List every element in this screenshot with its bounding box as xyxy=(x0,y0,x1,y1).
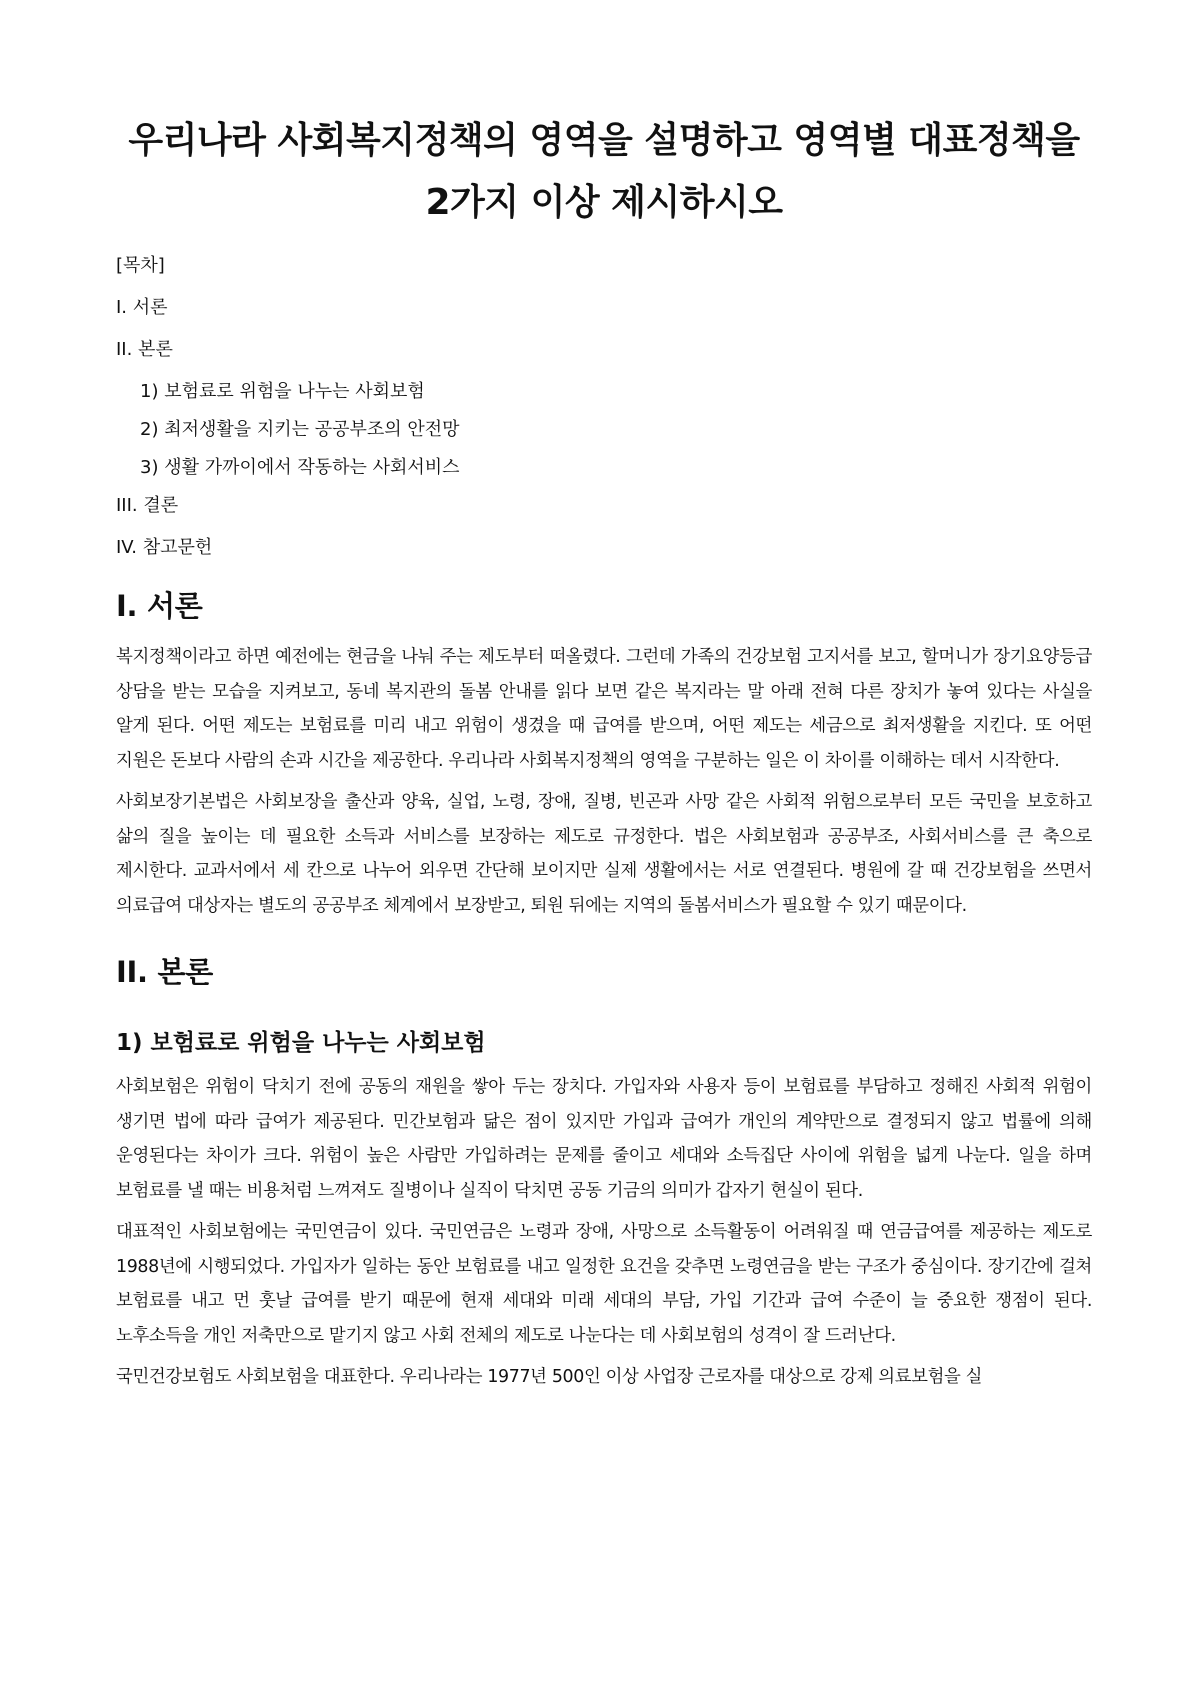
body-section xyxy=(116,952,1092,1395)
toc-item-body: II. 본론 xyxy=(116,339,173,360)
intro-section xyxy=(116,586,1092,923)
document-page xyxy=(116,110,1092,1402)
paragraph: 복지정책이라고 하면 예전에는 현금을 나눠 주는 제도부터 떠올렸다. 그런데 가족의 건강보험 고지서를 보고, 할머니가 장기요양등급 상담을 받는 모습을 지켜보고, 동네 복지관의 돌봄 안내를 읽다 보면 같은 복지라는 말 아래 전혀 다른 장치가 놓여 있다는 사실을 알게 된다. 어떤 제도는 보험료를 미리 내고 위험이 생겼을 때 급여를 받으며, 어떤 제도는 세금으로 최저생활을 지킨다. 또 어떤 지원은 돈보다 사람의 손과 시간을 제공한다. 우리나라 사회복지정책의 영역을 구분하는 일은 이 차이를 이해하는 데서 시작한다. xyxy=(116,647,1092,771)
section-heading-intro: I. 서론 xyxy=(116,589,203,623)
toc-item-public-assistance: 2) 최저생활을 지키는 공공부조의 안전망 xyxy=(140,419,460,440)
spacer xyxy=(116,1006,1092,1026)
subsection-heading-social-insurance: 1) 보험료로 위험을 나누는 사회보험 xyxy=(116,1030,486,1056)
paragraph: 사회보장기본법은 사회보장을 출산과 양육, 실업, 노령, 장애, 질병, 빈곤과 사망 같은 사회적 위험으로부터 모든 국민을 보호하고 삶의 질을 높이는 데 필요한 소득과 서비스를 보장하는 제도로 규정한다. 법은 사회보험과 공공부조, 사회서비스를 큰 축으로 제시한다. 교과서에서 세 칸으로 나누어 외우면 간단해 보이지만 실제 생활에서는 서로 연결된다. 병원에 갈 때 건강보험을 쓰면서 의료급여 대상자는 별도의 공공부조 체계에서 보장받고, 퇴원 뒤에는 지역의 돌봄서비스가 필요할 수 있기 때문이다. xyxy=(116,792,1092,916)
toc-item-social-services: 3) 생활 가까이에서 작동하는 사회서비스 xyxy=(140,457,460,478)
document-title: 우리나라 사회복지정책의 영역을 설명하고 영역별 대표정책을 2가지 이상 제시하시오 xyxy=(128,120,1080,223)
toc-item-conclusion: III. 결론 xyxy=(116,495,179,516)
toc-item-intro: I. 서론 xyxy=(116,297,168,318)
paragraph: 사회보험은 위험이 닥치기 전에 공동의 재원을 쌓아 두는 장치다. 가입자와 사용자 등이 보험료를 부담하고 정해진 사회적 위험이 생기면 법에 따라 급여가 제공된다. 민간보험과 닮은 점이 있지만 가입과 급여가 개인의 계약만으로 결정되지 않고 법률에 의해 운영된다는 차이가 크다. 위험이 높은 사람만 가입하려는 문제를 줄이고 세대와 소득집단 사이에 위험을 넓게 나눈다. 일을 하며 보험료를 낼 때는 비용처럼 느껴져도 질병이나 실직이 닥치면 공동 기금의 의미가 갑자기 현실이 된다. xyxy=(116,1077,1092,1201)
toc-heading: [목차] xyxy=(116,255,165,276)
table-of-contents xyxy=(116,254,1092,560)
toc-item-references: IV. 참고문헌 xyxy=(116,537,213,558)
toc-item-social-insurance: 1) 보험료로 위험을 나누는 사회보험 xyxy=(140,381,425,402)
section-heading-body: II. 본론 xyxy=(116,955,213,989)
paragraph: 대표적인 사회보험에는 국민연금이 있다. 국민연금은 노령과 장애, 사망으로 소득활동이 어려워질 때 연금급여를 제공하는 제도로 1988년에 시행되었다. 가입자가 일하는 동안 보험료를 내고 일정한 요건을 갖추면 노령연금을 받는 구조가 중심이다. 장기간에 걸쳐 보험료를 내고 먼 훗날 급여를 받기 때문에 현재 세대와 미래 세대의 부담, 가입 기간과 급여 수준이 늘 중요한 쟁점이 된다. 노후소득을 개인 저축만으로 맡기지 않고 사회 전체의 제도로 나눈다는 데 사회보험의 성격이 잘 드러난다. xyxy=(116,1222,1092,1346)
paragraph: 국민건강보험도 사회보험을 대표한다. 우리나라는 1977년 500인 이상 사업장 근로자를 대상으로 강제 의료보험을 실 xyxy=(116,1367,983,1387)
spacer xyxy=(116,930,1092,952)
